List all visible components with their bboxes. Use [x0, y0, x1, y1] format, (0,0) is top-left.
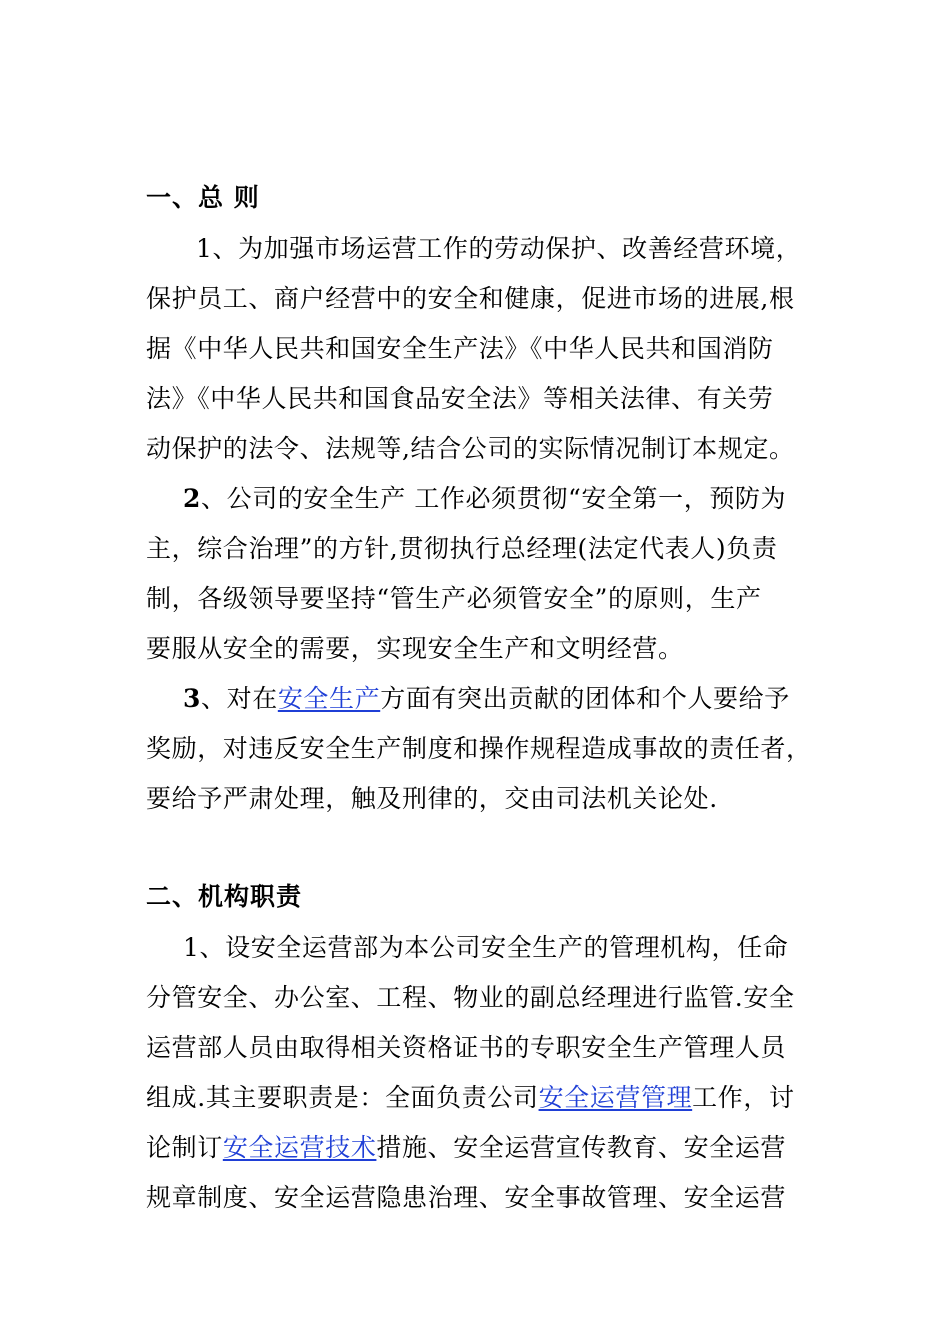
item-number: 2: [183, 484, 201, 513]
paragraph-line: [146, 1133, 786, 1163]
paragraph-text: 工作，讨: [692, 1083, 795, 1112]
link-safety-operation-technology[interactable]: 安全运营技术: [222, 1133, 377, 1162]
paragraph-line: [183, 684, 790, 714]
paragraph-line: 保护员工、商户经营中的安全和健康，促进市场的进展,根: [146, 284, 795, 313]
paragraph-line: 动保护的法令、法规等,结合公司的实际情况制订本规定。: [146, 434, 795, 463]
paragraph-text: 、对在: [201, 684, 278, 713]
paragraph-line: 1、设安全运营部为本公司安全生产的管理机构，任命: [183, 933, 789, 962]
section-heading-org-duties: 二、机构职责: [146, 882, 303, 911]
paragraph-line: [183, 484, 786, 514]
item-number: 3: [183, 684, 201, 713]
paragraph-line: 主，综合治理”的方针,贯彻执行总经理(法定代表人)负责: [146, 534, 778, 563]
paragraph-text: 措施、安全运营宣传教育、安全运营: [376, 1133, 787, 1162]
link-safety-production[interactable]: 安全生产: [277, 684, 381, 713]
paragraph-line: 制，各级领导要坚持“管生产必须管安全”的原则，生产: [146, 584, 762, 613]
paragraph-line: 法》《中华人民共和国食品安全法》等相关法律、有关劳: [146, 384, 774, 413]
paragraph-line: 运营部人员由取得相关资格证书的专职安全生产管理人员: [146, 1033, 787, 1062]
paragraph-text: 方面有突出贡献的团体和个人要给予: [380, 684, 790, 713]
paragraph-line: [146, 1083, 795, 1113]
paragraph-line: 要服从安全的需要，实现安全生产和文明经营。: [146, 634, 684, 663]
paragraph-text: 论制订: [146, 1133, 223, 1162]
section-heading-general: 一、总 则: [146, 183, 260, 212]
paragraph-line: 奖励，对违反安全生产制度和操作规程造成事故的责任者，: [146, 734, 812, 763]
paragraph-text: 、公司的安全生产 工作必须贯彻“安全第一，预防为: [201, 484, 787, 513]
paragraph-line: 据《中华人民共和国安全生产法》《中华人民共和国消防: [146, 334, 774, 363]
paragraph-text: 组成.其主要职责是：全面负责公司: [146, 1083, 539, 1112]
paragraph-line: 1、为加强市场运营工作的劳动保护、改善经营环境，: [196, 234, 802, 263]
paragraph-line: 规章制度、安全运营隐患治理、安全事故管理、安全运营: [146, 1183, 787, 1212]
link-safety-operation-management[interactable]: 安全运营管理: [538, 1083, 693, 1112]
paragraph-line: 要给予严肃处理，触及刑律的，交由司法机关论处.: [146, 784, 718, 813]
paragraph-line: 分管安全、办公室、工程、物业的副总经理进行监管.安全: [146, 983, 795, 1012]
